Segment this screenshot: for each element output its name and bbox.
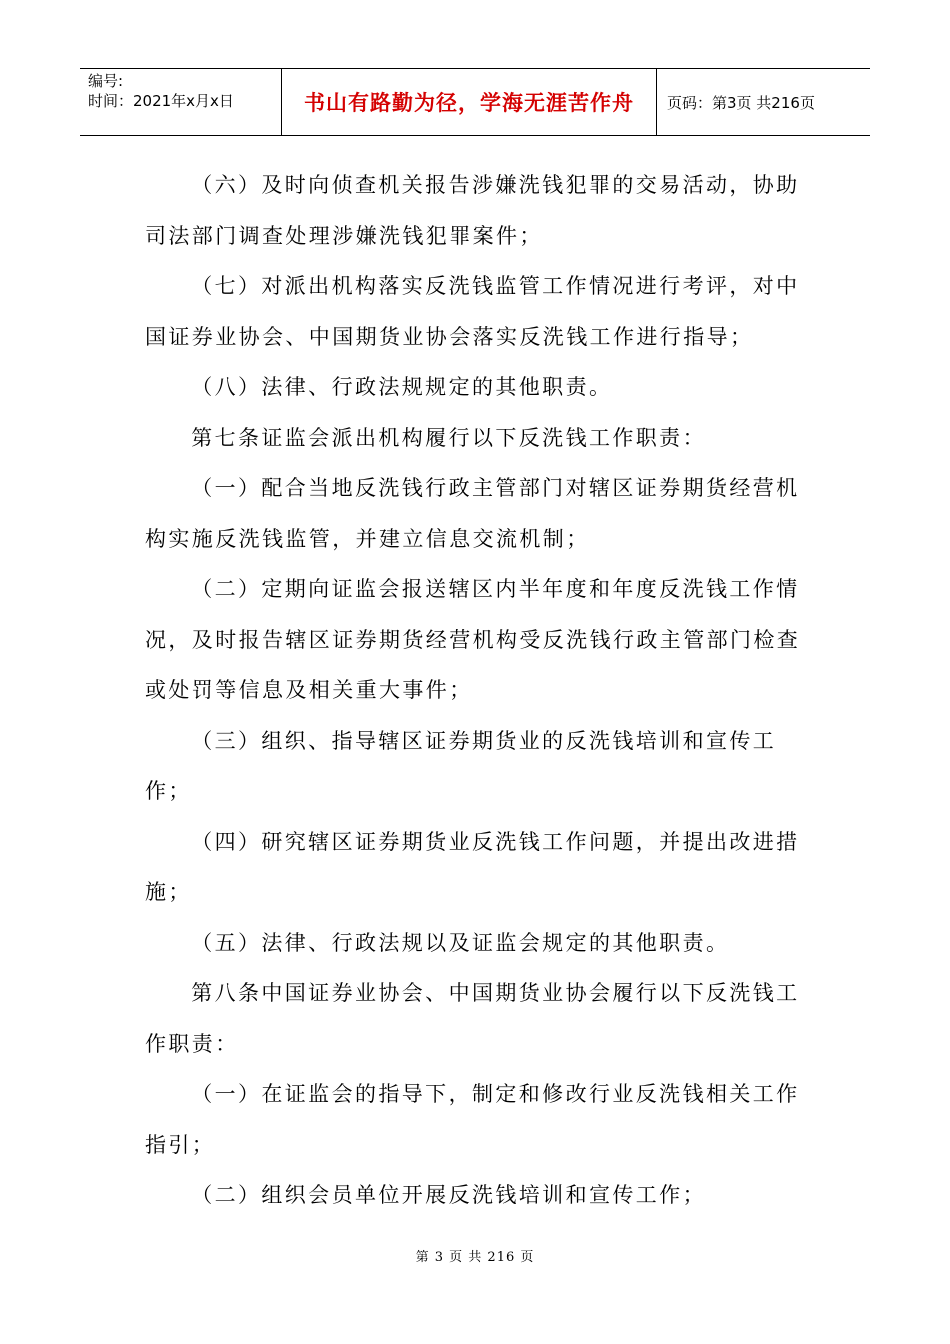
paragraph: （二）定期向证监会报送辖区内半年度和年度反洗钱工作情况，及时报告辖区证券期货经营机构受反洗钱行政主管部门检查或处罚等信息及相关重大事件； bbox=[145, 577, 801, 702]
paragraph: （八）法律、行政法规规定的其他职责。 bbox=[191, 375, 613, 399]
header-number-label: 编号: bbox=[88, 72, 124, 90]
paragraph: （一）在证监会的指导下，制定和修改行业反洗钱相关工作指引； bbox=[145, 1082, 800, 1157]
paragraph: （二）组织会员单位开展反洗钱培训和宣传工作； bbox=[191, 1183, 706, 1207]
paragraph: （六）及时向侦查机关报告涉嫌洗钱犯罪的交易活动，协助司法部门调查处理涉嫌洗钱犯罪案件； bbox=[145, 173, 800, 248]
header-page-info: 页码：第3页 共216页 bbox=[667, 93, 815, 112]
document-body bbox=[145, 160, 810, 1221]
page-footer: 第 3 页 共 216 页 bbox=[415, 1250, 535, 1265]
header-meta bbox=[80, 69, 282, 135]
header-motto: 书山有路勤为径，学海无涯苦作舟 bbox=[282, 69, 657, 135]
paragraph: 第八条中国证券业协会、中国期货业协会履行以下反洗钱工作职责： bbox=[145, 981, 800, 1056]
paragraph: （五）法律、行政法规以及证监会规定的其他职责。 bbox=[191, 930, 730, 955]
header-time-label: 时间：2021年x月x日 bbox=[88, 92, 234, 110]
paragraph: （一）配合当地反洗钱行政主管部门对辖区证券期货经营机构实施反洗钱监管，并建立信息交流机制； bbox=[145, 476, 800, 551]
paragraph: （七）对派出机构落实反洗钱监管工作情况进行考评，对中国证券业协会、中国期货业协会落实反洗钱工作进行指导； bbox=[145, 274, 800, 349]
paragraph: 第七条证监会派出机构履行以下反洗钱工作职责： bbox=[191, 425, 706, 450]
paragraph: （四）研究辖区证券期货业反洗钱工作问题，并提出改进措施； bbox=[145, 829, 800, 904]
page-header bbox=[80, 68, 870, 136]
paragraph: （三）组织、指导辖区证券期货业的反洗钱培训和宣传工作； bbox=[145, 728, 777, 803]
